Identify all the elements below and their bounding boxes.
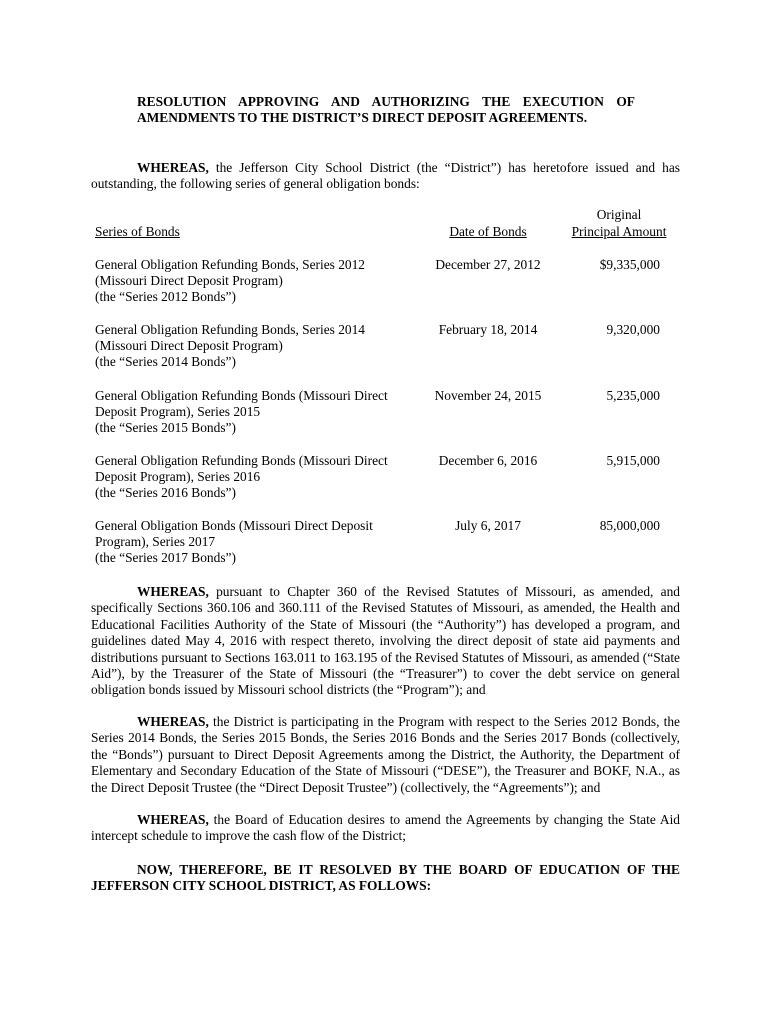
- row-series-line: General Obligation Bonds (Missouri Direct Deposit: [95, 518, 373, 533]
- whereas-lead: WHEREAS,: [137, 160, 209, 175]
- row-series-line: General Obligation Refunding Bonds (Missouri Direct: [95, 453, 388, 468]
- whereas-lead: WHEREAS,: [137, 812, 209, 827]
- header-amount-top: Original: [596, 207, 642, 222]
- row-series-line: General Obligation Refunding Bonds (Missouri Direct: [95, 388, 388, 403]
- whereas-paragraph-2: [91, 584, 680, 699]
- row-series-line: Deposit Program), Series 2016: [95, 469, 261, 485]
- row-series-line: (the “Series 2012 Bonds”): [95, 289, 236, 305]
- whereas-text: the District is participating in the Program with respect to the Series 2012 Bonds, the Series 2014 Bonds, the Series 2015 Bonds, the Series 2016 Bonds and the Series 2017 Bonds (collectively, the “Bonds”) pursuant to Direct Deposit Agreements among the District, the Authority, the Department of Elementary and Secondary Education of the State of Missouri (“DESE”), the Treasurer and BOKF, N.A., as the Direct Deposit Trustee (the “Direct Deposit Trustee”) (collectively, the “Agreements”); and: [91, 714, 680, 795]
- row-date: December 6, 2016: [438, 453, 538, 468]
- table-row: [95, 453, 415, 502]
- resolved-clause: NOW, THEREFORE, BE IT RESOLVED BY THE BOARD OF EDUCATION OF THE JEFFERSON CITY SCHOOL DISTRICT, AS FOLLOWS:: [91, 862, 680, 894]
- row-series-line: (Missouri Direct Deposit Program): [95, 338, 283, 354]
- whereas-text: pursuant to Chapter 360 of the Revised Statutes of Missouri, as amended, and specifically Sections 360.106 and 360.111 of the Revised Statutes of Missouri, as amended, the Health and Educational Facilities Authority of the State of Missouri (the “Authority”) has developed a program, and guidelines dated May 4, 2016 with respect thereto, involving the direct deposit of state aid payments and distributions pursuant to Sections 163.011 to 163.195 of the Revised Statutes of Missouri, as amended (“State Aid”), by the Treasurer of the State of Missouri (the “Treasurer”) to cover the debt service on general obligation bonds issued by Missouri school districts (the “Program”); and: [91, 584, 680, 698]
- row-amount: $9,335,000: [599, 257, 660, 272]
- row-amount: 5,235,000: [606, 388, 660, 403]
- row-date: November 24, 2015: [434, 388, 542, 403]
- header-date: Date of Bonds: [449, 224, 527, 239]
- row-amount: 9,320,000: [606, 322, 660, 337]
- header-amount: Principal Amount: [571, 224, 667, 239]
- whereas-lead: WHEREAS,: [137, 584, 209, 599]
- table-row: [95, 322, 415, 371]
- row-date: February 18, 2014: [438, 322, 538, 337]
- whereas-paragraph-1: [91, 160, 680, 193]
- row-series-line: (Missouri Direct Deposit Program): [95, 273, 283, 289]
- whereas-paragraph-3: [91, 714, 680, 796]
- row-series-line: (the “Series 2015 Bonds”): [95, 420, 236, 436]
- row-series-line: (the “Series 2014 Bonds”): [95, 354, 236, 370]
- row-series-line: (the “Series 2017 Bonds”): [95, 550, 236, 566]
- table-row: [95, 388, 415, 437]
- header-series: Series of Bonds: [95, 224, 180, 239]
- row-amount: 85,000,000: [599, 518, 660, 533]
- row-series-line: Program), Series 2017: [95, 534, 216, 550]
- row-date: December 27, 2012: [435, 257, 541, 272]
- row-series-line: (the “Series 2016 Bonds”): [95, 485, 236, 501]
- table-row: [95, 518, 415, 567]
- row-date: July 6, 2017: [455, 518, 521, 533]
- row-amount: 5,915,000: [606, 453, 660, 468]
- table-row: [95, 257, 415, 306]
- whereas-text: the Jefferson City School District (the “District”) has heretofore issued and has outstanding, the following series of general obligation bonds:: [91, 160, 680, 192]
- whereas-lead: WHEREAS,: [137, 714, 209, 729]
- row-series-line: General Obligation Refunding Bonds, Series 2012: [95, 257, 366, 272]
- row-series-line: General Obligation Refunding Bonds, Series 2014: [95, 322, 366, 337]
- resolution-title: RESOLUTION APPROVING AND AUTHORIZING THE EXECUTION OF AMENDMENTS TO THE DISTRICT’S DIRECT DEPOSIT AGREEMENTS.: [137, 94, 635, 125]
- whereas-paragraph-4: [91, 812, 680, 845]
- row-series-line: Deposit Program), Series 2015: [95, 404, 261, 420]
- whereas-text: the Board of Education desires to amend the Agreements by changing the State Aid intercept schedule to improve the cash flow of the District;: [91, 812, 680, 844]
